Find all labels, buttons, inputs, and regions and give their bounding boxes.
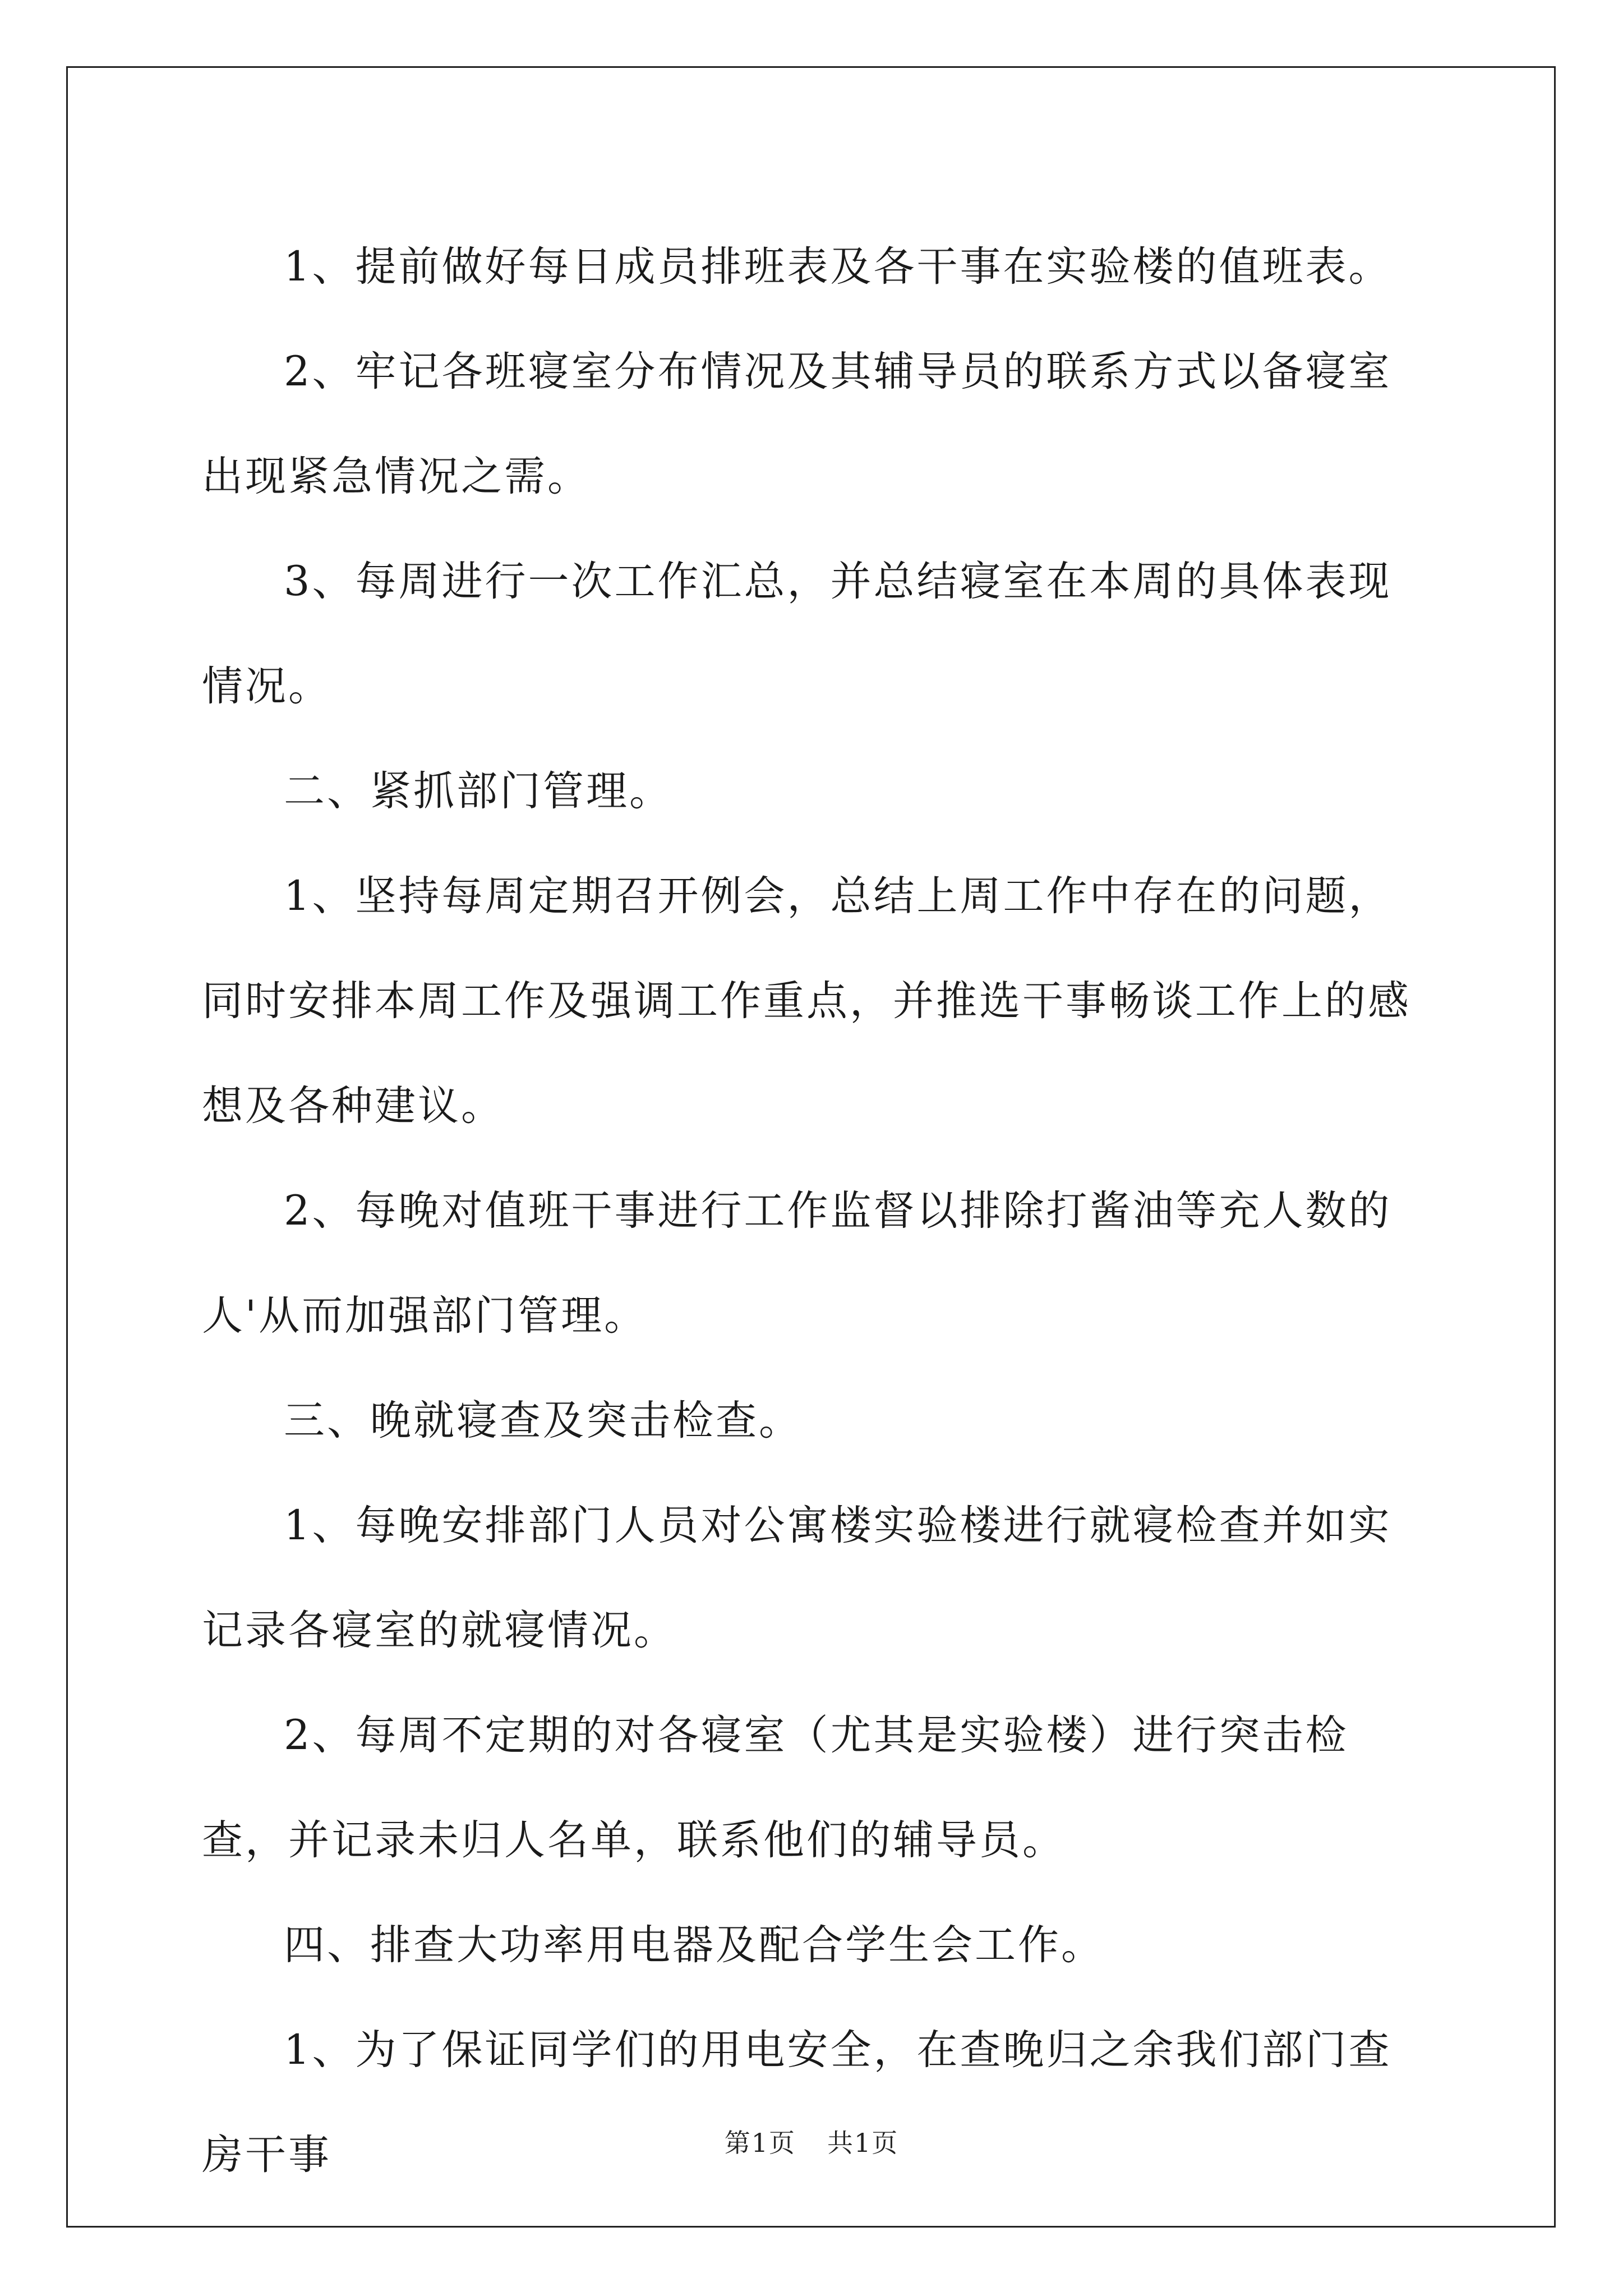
paragraph-1: 1、提前做好每日成员排班表及各干事在实验楼的值班表。 <box>284 243 1392 291</box>
paragraph-6: 1、每晚安排部门人员对公寓楼实验楼进行就寝检查并如实记录各寝室的就寝情况。 <box>202 1502 1392 1654</box>
paragraph-7: 2、每周不定期的对各寝室（尤其是实验楼）进行突击检查，并记录未归人名单，联系他们的辅导员。 <box>202 1711 1349 1864</box>
paragraph-2: 2、牢记各班寝室分布情况及其辅导员的联系方式以备寝室出现紧急情况之需。 <box>202 348 1392 500</box>
paragraph-8: 1、为了保证同学们的用电安全，在查晚归之余我们部门查房干事 <box>202 2026 1392 2179</box>
paragraph-4: 1、坚持每周定期召开例会，总结上周工作中存在的问题，同时安排本周工作及强调工作重点，并推选干事畅谈工作上的感想及各种建议。 <box>202 872 1411 1130</box>
document-body <box>202 214 1424 2207</box>
section-heading-4: 四、排查大功率用电器及配合学生会工作。 <box>284 1921 1104 1969</box>
paragraph-5: 2、每晚对值班干事进行工作监督以排除打酱油等充人数的人'从而加强部门管理。 <box>202 1187 1392 1340</box>
page-number-current: 第1页 <box>724 2128 796 2158</box>
page-number-total: 共1页 <box>827 2128 899 2158</box>
page-footer <box>0 2126 1623 2160</box>
paragraph-3: 3、每周进行一次工作汇总，并总结寝室在本周的具体表现情况。 <box>202 558 1392 710</box>
section-heading-3: 三、晚就寝查及突击检查。 <box>284 1397 802 1444</box>
section-heading-2: 二、紧抓部门管理。 <box>284 767 672 815</box>
